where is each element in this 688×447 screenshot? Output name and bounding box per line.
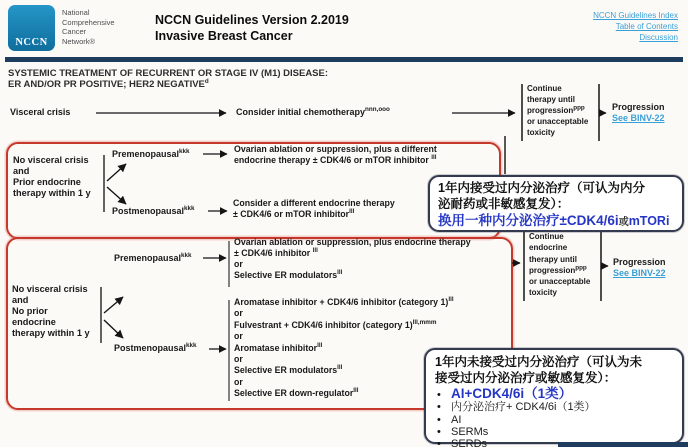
bullet-icon: • [437,401,441,413]
text-line: therapy within 1 y [12,328,90,338]
group1-pre-treatment [234,144,437,166]
text-line: progression$^{ppp}$ [529,264,587,275]
text-line: or unacceptable [529,277,591,287]
nccn-logo [8,5,55,51]
text-line: toxicity [527,128,556,137]
treatment-option: Fulvestrant + CDK4/6 inhibitor (category 1)$^{lll,mmm}$ [234,318,437,330]
page-title-line1: NCCN Guidelines Version 2.2019 [155,13,349,27]
callout2-bullet-primary: • AI+CDK4/6i（1类） [437,386,573,401]
group2-postmenopausal-label: Postmenopausal$^{kkk}$ [114,342,197,353]
group2-post-treatment [234,297,454,400]
text-line: progression$^{ppp}$ [527,104,585,115]
text-line: endocrine [12,317,56,327]
node-progression-top: Progression [612,102,665,112]
text-line: Consider a different endocrine therapy [233,198,395,208]
text-line: No prior [12,306,48,316]
node-continue-therapy [527,83,588,138]
text-line: toxicity [529,288,558,298]
treatment-option: or [234,259,243,269]
section-heading-line1: SYSTEMIC TREATMENT OF RECURRENT OR STAGE IV (M1) DISEASE: [8,68,329,79]
callout-endocrine-naive [424,348,684,447]
page-title-line2: Invasive Breast Cancer [155,29,293,43]
org-line: National [62,8,90,17]
callout2-bullet: • SERMs [437,426,489,438]
text-line: Continue [529,232,564,241]
link-table-of-contents[interactable]: Table of Contents [615,22,678,31]
node-continue-endocrine [529,231,590,299]
link-see-binv22-mid[interactable]: See BINV-22 [613,268,666,278]
node-consider-chemo: Consider initial chemotherapy$^{nnn,ooo}$ [236,106,390,117]
group1-postmenopausal-label: Postmenopausal$^{kkk}$ [112,205,195,216]
callout2-title-line1: 1年内未接受过内分泌治疗（可认为未 [435,355,642,369]
text-line: or unacceptable [527,117,589,126]
treatment-option: Selective ER modulators$^{lll}$ [234,364,343,376]
group1-condition [13,155,91,199]
bullet-icon: • [437,426,441,438]
link-discussion[interactable]: Discussion [639,33,678,42]
org-line: Cancer [62,27,87,36]
treatment-option: Selective ER down-regulator$^{lll}$ [234,387,359,399]
section-heading [8,68,328,90]
text-line: No visceral crisis [12,284,88,294]
bottom-navy-bar [558,442,688,447]
callout1-recommendation: 换用一种内分泌治疗±CDK4/6i或mTORi [438,213,670,228]
callout-endocrine-resistant [428,175,684,232]
treatment-option: or [234,308,243,319]
link-guidelines-index[interactable]: NCCN Guidelines Index [593,11,678,20]
text-line: endocrine therapy ± CDK4/6 or mTOR inhibitor $^{lll}$ [234,154,437,165]
treatment-option: or [234,376,243,387]
text-line: therapy until [527,95,576,104]
callout2-bullet: • SERDs [435,438,673,447]
text-line: and [12,295,29,305]
text-line: therapy until [529,254,578,264]
bullet-icon: • [437,414,441,426]
text-line: endocrine [529,243,568,253]
org-line: Comprehensive [62,17,115,27]
treatment-option: Aromatase inhibitor + CDK4/6 inhibitor (category 1)$^{lll}$ [234,296,454,307]
node-visceral-crisis: Visceral crisis [10,107,71,117]
callout2-bullet: • AI [437,414,462,426]
page-title [155,12,349,44]
link-see-binv22-top[interactable]: See BINV-22 [612,113,665,123]
callout2-title-line2: 接受过内分泌治疗或敏感复发）： [435,371,617,385]
treatment-option: Selective ER modulators$^{lll}$ [234,269,343,280]
text-line: therapy within 1 y [13,188,91,198]
header-links [593,10,678,43]
text-line: and [13,166,30,176]
treatment-option: or [234,331,243,342]
org-line: Network® [62,36,96,46]
treatment-option: Ovarian ablation or suppression, plus endocrine therapy [234,237,471,247]
callout1-title-line2: 泌耐药或非敏感复发）： [438,197,570,211]
treatment-option: ± CDK4/6 inhibitor $^{lll}$ [234,247,318,258]
treatment-option: Aromatase inhibitor$^{lll}$ [234,341,323,353]
group1-premenopausal-label: Premenopausal$^{kkk}$ [112,148,190,159]
bullet-icon: • [437,438,441,447]
text-line: Ovarian ablation or suppression, plus a different [234,144,437,154]
text-line: Continue [527,84,562,93]
section-heading-line2: ER AND/OR PR POSITIVE; HER2 NEGATIVE$^d$ [8,77,209,90]
text-line: ± CDK4/6 or mTOR inhibitor$^{lll}$ [233,208,355,219]
nccn-logo-text: NCCN [15,37,48,48]
group2-condition [12,284,90,339]
header-divider [5,57,683,62]
bullet-icon: • [437,389,441,401]
org-name [62,8,115,46]
group2-premenopausal-label: Premenopausal$^{kkk}$ [114,252,192,263]
callout1-title-line1: 1年内接受过内分泌治疗（可认为内分 [438,181,645,195]
text-line: No visceral crisis [13,155,89,165]
group1-post-treatment [233,198,395,220]
callout2-bullet: • 内分泌治疗+ CDK4/6i（1类） [437,401,596,413]
text-line: Prior endocrine [13,177,81,187]
node-progression-mid: Progression [613,257,666,267]
treatment-option: or [234,354,243,365]
group2-pre-treatment [234,237,471,281]
